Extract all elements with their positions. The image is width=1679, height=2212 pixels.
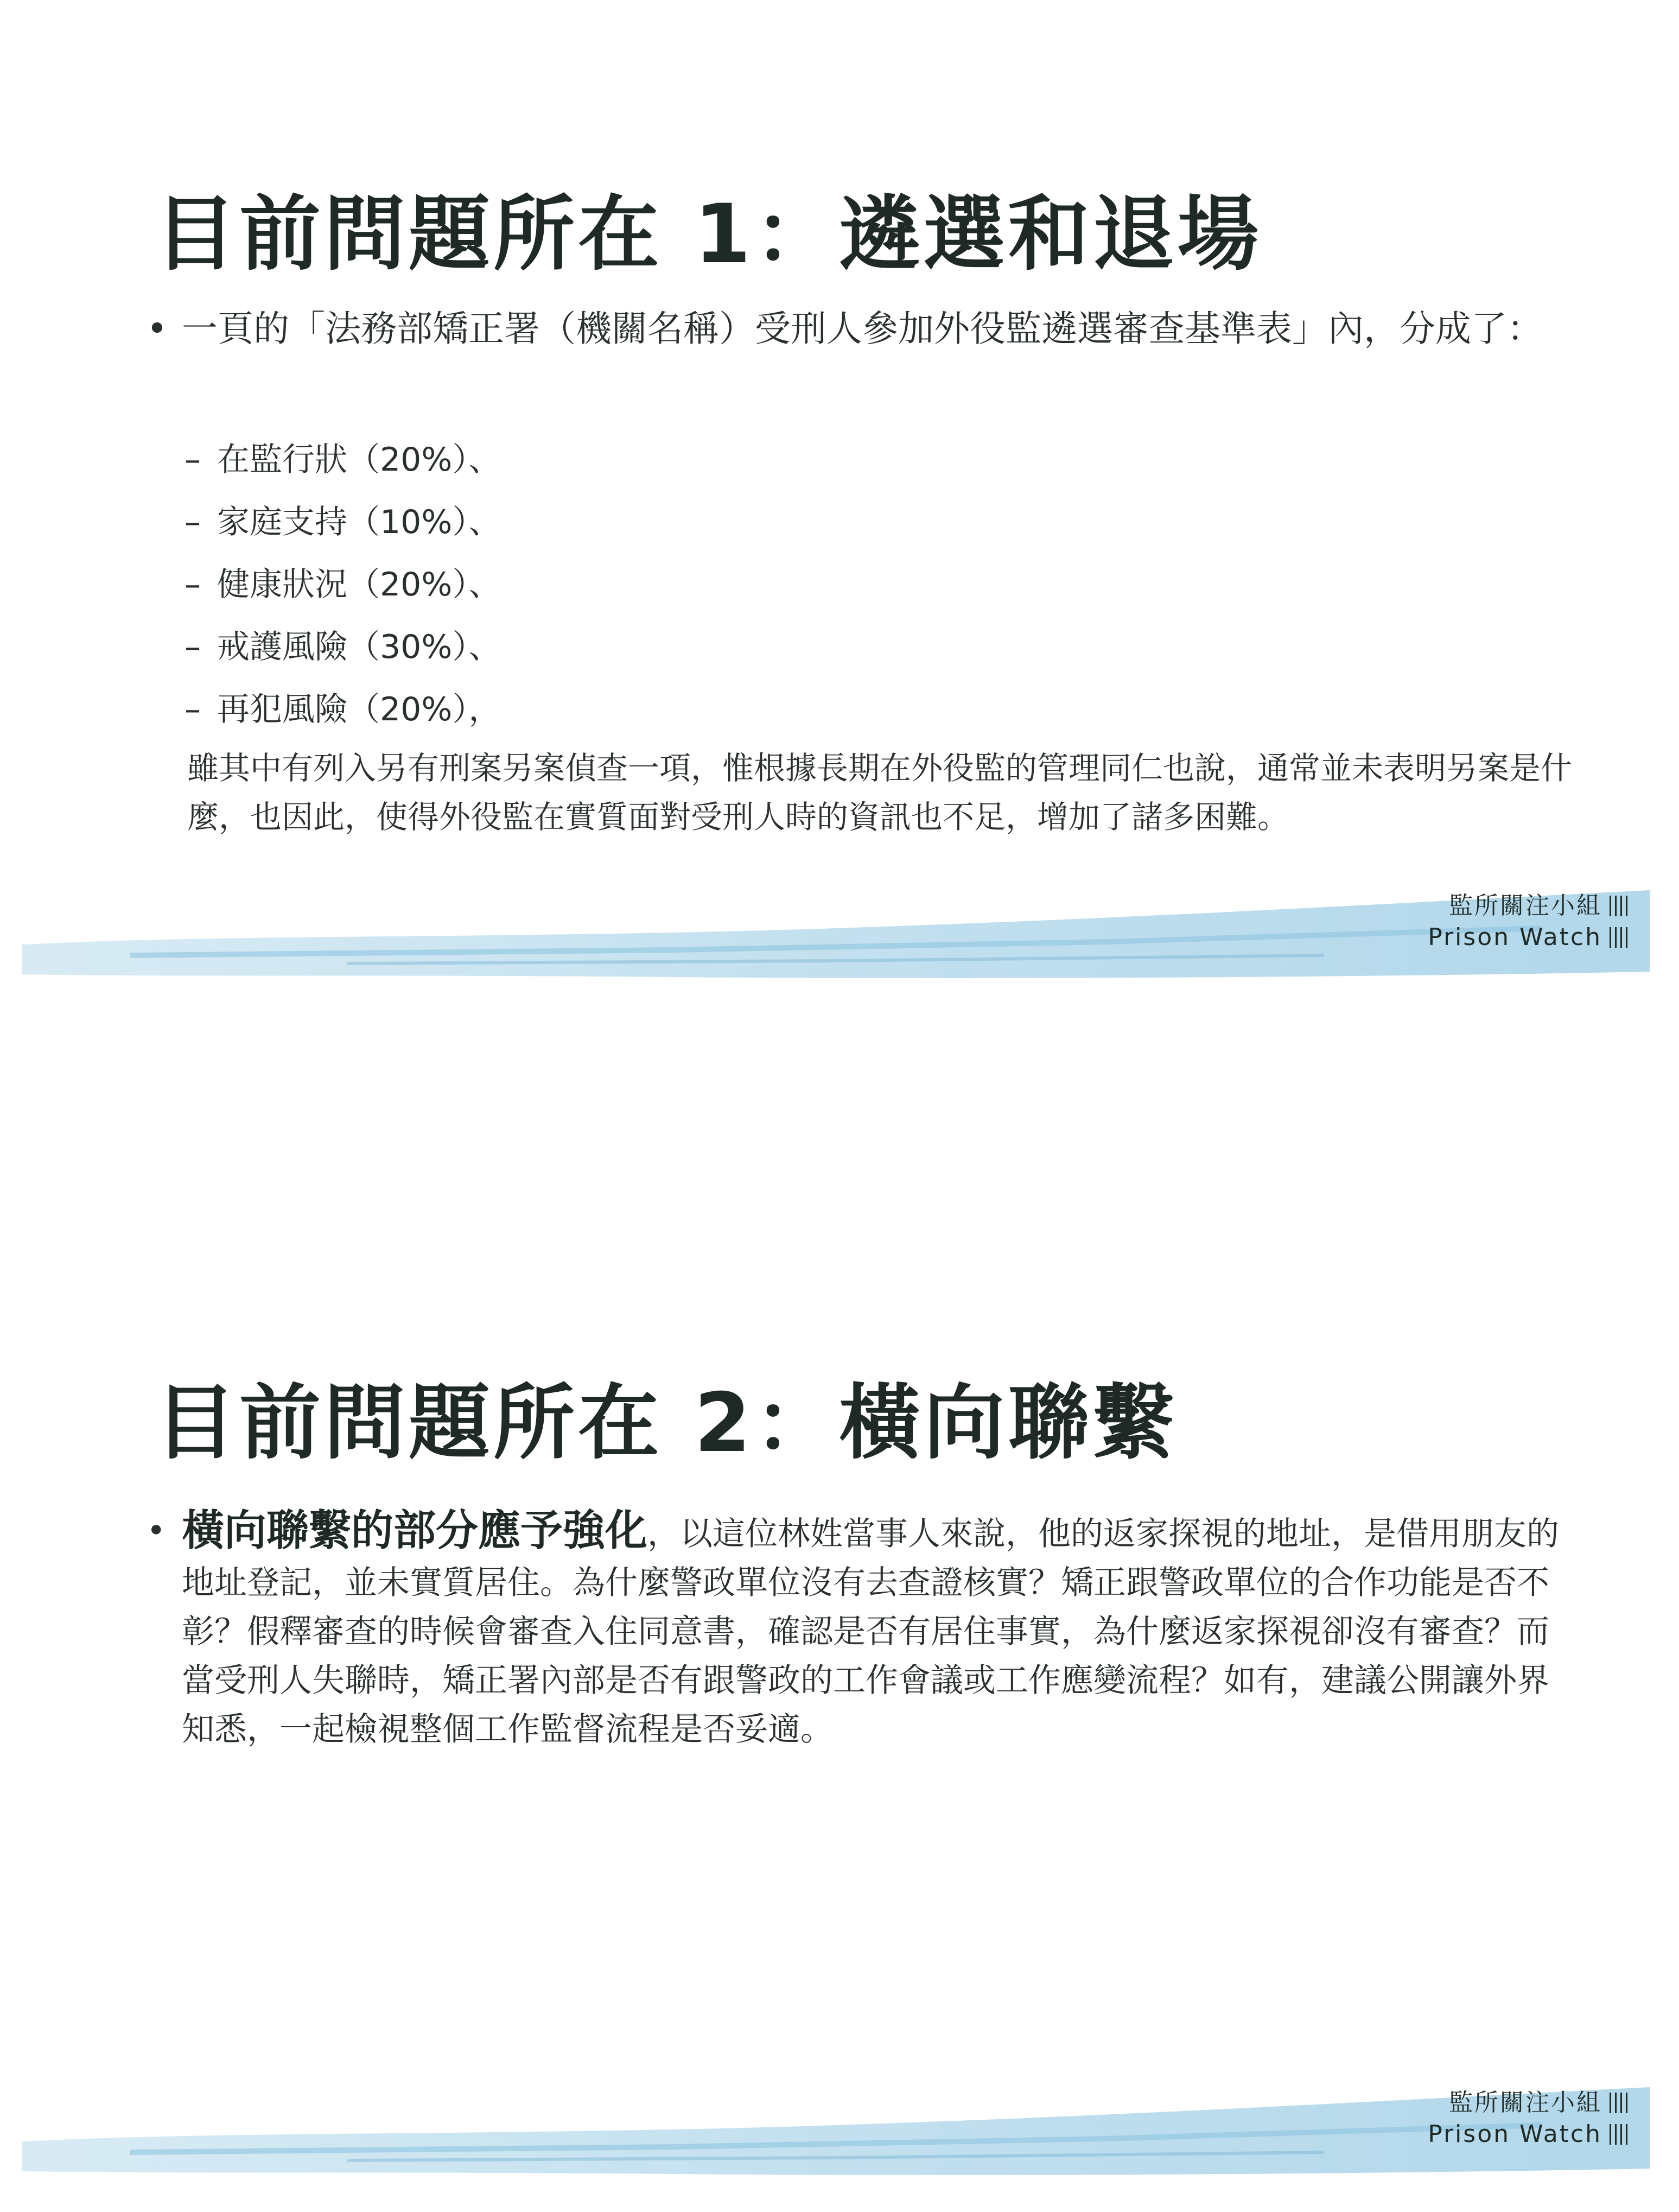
list-item: – 戒護風險（30%）、 [185,616,501,679]
list-item: – 家庭支持（10%）、 [185,491,501,554]
criteria-list [185,429,501,741]
slide-1-title: 目前問題所在 1：遴選和退場 [155,187,1262,282]
brand-name-zh: 監所關注小組 [1449,2089,1602,2116]
slide-1-note: 雖其中有列入另有刑案另案偵查一項，惟根據長期在外役監的管理同仁也說，通常並未表明另案是什麼，也因此，使得外役監在實質面對受刑人時的資訊也不足，增加了諸多困難。 [187,750,1573,835]
slide-2-bullet-lead: 橫向聯繫的部分應予強化 [182,1506,648,1555]
brand-logo [1428,890,1627,953]
list-item: – 健康狀況（20%）、 [185,554,501,616]
slide-2-bullet-text: 橫向聯繫的部分應予強化，以這位林姓當事人來說，他的返家探視的地址，是借用朋友的地址登記，並未實質居住。為什麼警政單位沒有去查證核實？矯正跟警政單位的合作功能是否不彰？假釋審查的時候會審查入住同意書，確認是否有居住事實，為什麼返家探視卻沒有審查？而當受刑人失聯時，矯正署內部是否有跟警政的工作會議或工作應變流程？如有，建議公開讓外界知悉，一起檢視整個工作監督流程是否妥適。 [182,1506,1560,1748]
slide-1-bullet-text: 一頁的「法務部矯正署（機關名稱）受刑人參加外役監遴選審查基準表」內，分成了： [182,308,1543,350]
dash-icon: – [185,690,201,728]
dash-icon: – [185,566,201,604]
list-item: – 再犯風險（20%）， [185,679,501,741]
slide-2-title: 目前問題所在 2：橫向聯繫 [155,1376,1178,1471]
slide-2 [0,1194,1679,2212]
bullet-dot-icon: • [147,1512,166,1550]
brand-bars-icon [1610,927,1627,948]
dash-icon: – [185,503,201,541]
dash-icon: – [185,441,201,479]
brand-bars-icon [1610,2124,1627,2145]
brush-stroke-decoration [22,879,1650,983]
brand-bars-icon [1610,896,1627,916]
bullet-dot-icon: • [147,308,168,350]
brand-name-en: Prison Watch [1428,2120,1602,2148]
brand-bars-icon [1610,2093,1627,2113]
slide-1 [0,0,1679,977]
brand-name-en: Prison Watch [1428,923,1602,951]
brand-name-zh: 監所關注小組 [1449,892,1602,920]
list-item: – 在監行狀（20%）、 [185,429,501,491]
brand-logo [1428,2087,1627,2150]
dash-icon: – [185,628,201,666]
brush-stroke-decoration [22,2076,1650,2179]
